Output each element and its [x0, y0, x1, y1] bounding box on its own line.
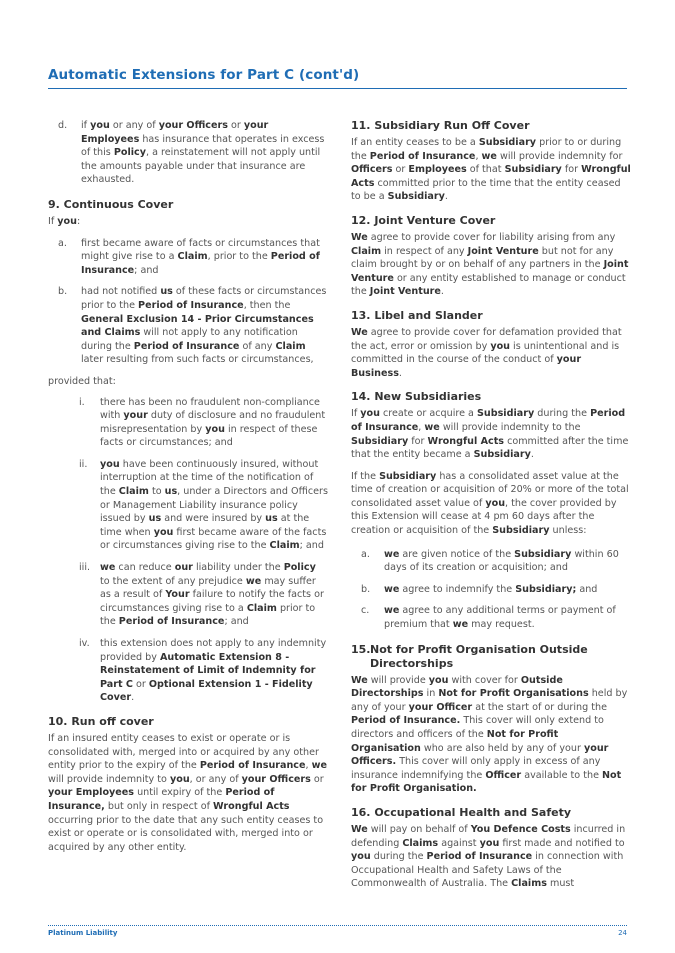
list-item-text: if you or any of your Officers or your Employees has insurance that operates in excess of this Policy, a reinstatement will not apply until the amounts payable under that insurance are exhausted.	[81, 120, 325, 186]
list-marker: a.	[58, 237, 67, 249]
list-item-text: we agree to indemnify the Subsidiary; and	[384, 583, 598, 595]
list-item-iii	[48, 561, 328, 629]
list-marker: b.	[58, 286, 68, 298]
list-item-text: there has been no fraudulent non-compliance with your duty of disclosure and no fraudulent misrepresentation by you in respect of these facts or circumstances; and	[100, 396, 326, 449]
paragraph: We will pay on behalf of You Defence Costs incurred in defending Claims against you first made and notified to you during the Period of Insurance in connection with Occupational Health and Safety Laws of the Commonwealth of Australia. The Claims must	[351, 823, 626, 890]
list-item-text: we agree to any additional terms or payment of premium that we may request.	[384, 605, 616, 631]
section-heading-ohs: 16. Occupational Health and Safety	[351, 805, 572, 819]
list-marker: a.	[361, 548, 370, 560]
list-item-a	[351, 548, 631, 575]
list-marker: i.	[79, 396, 85, 408]
page-header-title: Automatic Extensions for Part C (cont'd)	[48, 67, 360, 83]
footer-divider	[48, 925, 627, 926]
paragraph: If an insured entity ceases to exist or operate or is consolidated with, merged into or acquired by any other entity prior to the expiry of the Period of Insurance, we will provide indemnity to you, or any of your Officers or your Employees until expiry of the Period of Insurance, but only in respect of Wrongful Acts occurring prior to the date that any such entity ceases to exist or operate or is consolidated with, merged into or acquired by any other entity.	[48, 732, 327, 853]
list-item-a	[48, 237, 328, 278]
list-item-d	[48, 119, 328, 187]
paragraph: We agree to provide cover for defamation provided that the act, error or omission by you is unintentional and is committed in the course of the conduct of your Business.	[351, 326, 622, 379]
header-divider	[48, 88, 627, 89]
left-column	[48, 119, 328, 862]
paragraph: We agree to provide cover for liability arising from any Claim in respect of any Joint Venture but not for any claim brought by or on behalf of any partners in the Joint Venture or any entity established to manage or conduct the Joint Venture.	[351, 231, 629, 298]
paragraph: If an entity ceases to be a Subsidiary prior to or during the Period of Insurance, we will provide indemnity for Officers or Employees of that Subsidiary for Wrongful Acts committed prior to the time that the entity ceased to be a Subsidiary.	[351, 137, 631, 203]
list-item-text: we are given notice of the Subsidiary within 60 days of its creation or acquisition; and	[384, 548, 619, 574]
section-heading-libel-slander: 13. Libel and Slander	[351, 308, 483, 322]
section-heading-continuous-cover: 9. Continuous Cover	[48, 197, 174, 211]
list-item-text: this extension does not apply to any indemnity provided by Automatic Extension 8 - Reinstatement of Limit of Indemnity for Part C or Optional Extension 1 - Fidelity Cover.	[100, 638, 327, 704]
list-item-text: first became aware of facts or circumstances that might give rise to a Claim, prior to the Period of Insurance; and	[81, 237, 320, 276]
paragraph: We will provide you with cover for Outside Directorships in Not for Profit Organisations held by any of your your Officer at the start of or during the Period of Insurance. This cover will only extend to directors and officers of the Not for Profit Organisation who are also held by any of your your Officers. This cover will only apply in excess of any insurance indemnifying the Officer available to the Not for Profit Organisation.	[351, 674, 628, 795]
right-column	[351, 119, 631, 899]
page-number: 24	[618, 929, 627, 937]
paragraph: If the Subsidiary has a consolidated asset value at the time of creation or acquisition of 20% or more of the total consolidated asset value of you, the cover provided by this Extension will cease at 4 pm 60 days after the creation or acquisition of the Subsidiary unless:	[351, 470, 629, 537]
list-marker: c.	[361, 605, 370, 617]
list-marker: iii.	[79, 562, 91, 574]
list-marker: ii.	[79, 458, 88, 470]
list-item-ii	[48, 458, 328, 553]
footer-product-name: Platinum Liability	[48, 929, 118, 937]
list-item-c	[351, 604, 631, 631]
paragraph: If you create or acquire a Subsidiary during the Period of Insurance, we will provide indemnity to the Subsidiary for Wrongful Acts committed after the time that the entity became a Subsidiary.	[351, 408, 629, 461]
list-item-text: we can reduce our liability under the Policy to the extent of any prejudice we may suffer as a result of Your failure to notify the facts or circumstances giving rise to a Claim prior to the Period of Insurance; and	[100, 562, 324, 628]
section-heading-not-for-profit	[351, 643, 631, 671]
section-heading-subsidiary-run-off: 11. Subsidiary Run Off Cover	[351, 119, 530, 132]
list-item-i	[48, 396, 328, 450]
section-title: Not for Profit Organisation Outside Directorships	[370, 642, 588, 670]
list-item-text: you have been continuously insured, without interruption at the time of the notification of the Claim to us, under a Directors and Officers or Management Liability insurance policy issued by us and were insured by us at the time when you first became aware of the facts or circumstances giving rise to the Claim; and	[100, 458, 328, 552]
paragraph-provided-that: provided that:	[48, 375, 116, 387]
list-item-iv	[48, 637, 328, 705]
section-heading-joint-venture: 12. Joint Venture Cover	[351, 213, 496, 227]
list-item-text: had not notified us of these facts or circumstances prior to the Period of Insurance, then the General Exclusion 14 - Prior Circumstances and Claims will not apply to any notification during the Period of Insurance of any Claim later resulting from such facts or circumstances,	[81, 286, 327, 366]
paragraph: If you:	[48, 215, 81, 227]
list-marker: iv.	[79, 638, 90, 649]
list-marker: b.	[361, 583, 371, 595]
list-item-b	[351, 583, 631, 597]
list-item-b	[48, 285, 328, 367]
list-marker: d.	[58, 120, 68, 131]
section-heading-run-off-cover: 10. Run off cover	[48, 714, 154, 728]
section-number: 15.	[351, 642, 371, 656]
section-heading-new-subsidiaries: 14. New Subsidiaries	[351, 390, 482, 404]
